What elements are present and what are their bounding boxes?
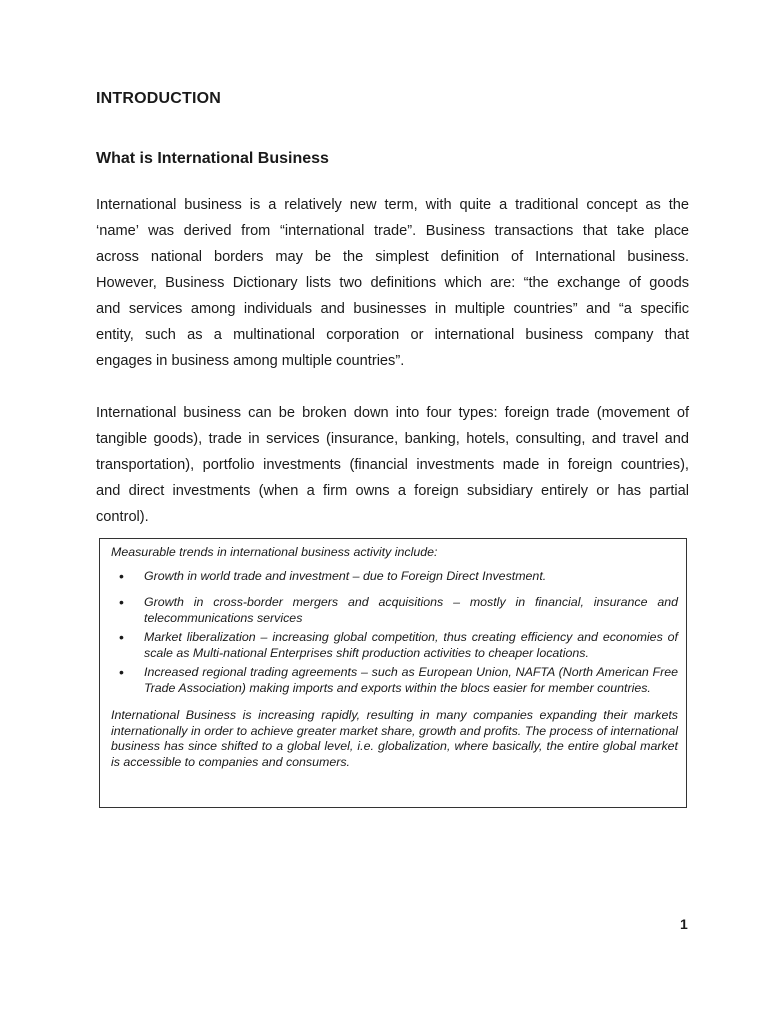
section-heading: What is International Business	[96, 150, 329, 167]
paragraph-line: However, Business Dictionary lists two definitions which are: “the exchange of goods	[96, 275, 689, 291]
paragraph-definition	[96, 192, 689, 374]
list-item-text: Increased regional trading agreements – such as European Union, NAFTA (North American Free Trade Association) making imports and exports within the blocs easier for member countries.	[144, 665, 678, 695]
list-item-text: Growth in cross-border mergers and acquisitions – mostly in financial, insurance and telecommunications services	[144, 595, 678, 625]
paragraph-line: International business is a relatively new term, with quite a traditional concept as the	[96, 197, 689, 213]
paragraph-line: International business can be broken down into four types: foreign trade (movement of	[96, 405, 689, 421]
list-item	[111, 569, 678, 585]
list-item-text: Market liberalization – increasing global competition, thus creating efficiency and economies of scale as Multi-national Enterprises shift production activities to cheaper locations.	[144, 630, 678, 660]
callout-summary: International Business is increasing rapidly, resulting in many companies expanding their markets internationally in order to achieve greater market share, growth and profits. The process of international business has since shifted to a global level, i.e. globalization, where basically, the entire global market is accessible to companies and consumers.	[111, 708, 678, 769]
paragraph-line: ‘name’ was derived from “international trade”. Business transactions that take place	[96, 223, 689, 239]
paragraph-line: tangible goods), trade in services (insurance, banking, hotels, consulting, and travel and	[96, 431, 689, 447]
paragraph-line: across national borders may be the simplest definition of International business.	[96, 249, 689, 265]
page-title: INTRODUCTION	[96, 90, 222, 107]
trends-list	[111, 569, 678, 697]
bullet-icon: •	[119, 567, 124, 584]
page-number: 1	[680, 916, 688, 932]
paragraph-types	[96, 400, 689, 530]
list-item	[111, 595, 678, 626]
callout-intro: Measurable trends in international business activity include:	[111, 545, 438, 559]
paragraph-line: control).	[96, 509, 149, 525]
bullet-icon: •	[119, 629, 124, 645]
paragraph-line: entity, such as a multinational corporation or international business company that	[96, 327, 689, 343]
trends-callout-box	[99, 538, 687, 808]
list-item	[111, 630, 678, 661]
list-item-text: Growth in world trade and investment – due to Foreign Direct Investment.	[144, 568, 547, 583]
list-item	[111, 665, 678, 696]
paragraph-line: transportation), portfolio investments (financial investments made in foreign countries),	[96, 457, 689, 473]
paragraph-line: and direct investments (when a firm owns a foreign subsidiary entirely or has partial	[96, 483, 689, 499]
paragraph-line: engages in business among multiple countries”.	[96, 353, 405, 369]
bullet-icon: •	[119, 594, 124, 610]
bullet-icon: •	[119, 664, 124, 680]
paragraph-line: and services among individuals and businesses in multiple countries” and “a specific	[96, 301, 689, 317]
